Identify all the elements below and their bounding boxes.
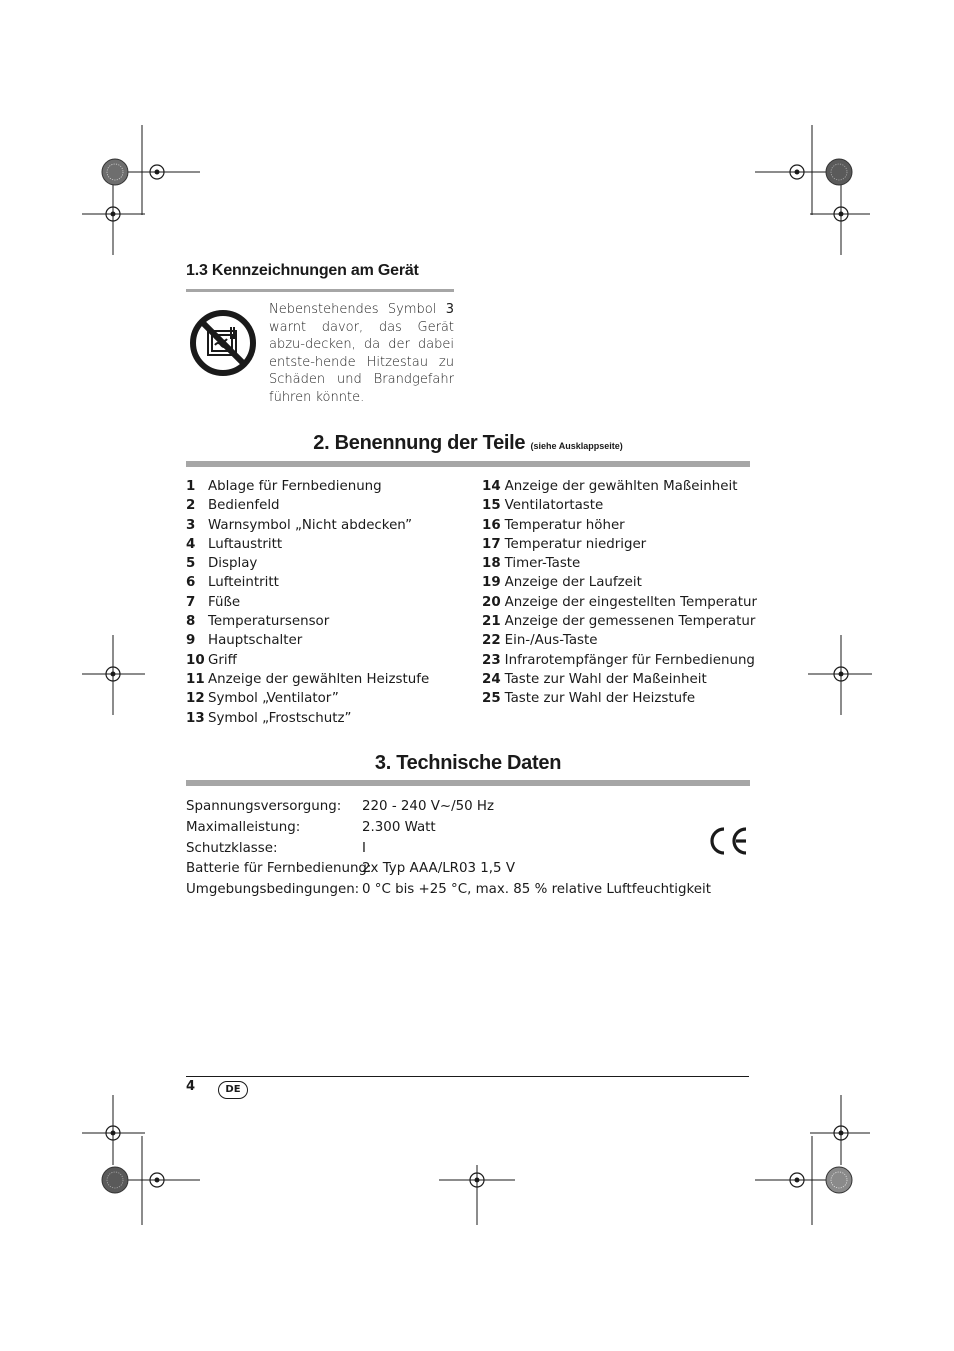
technical-data-table (186, 797, 711, 901)
spec-value: I (362, 840, 366, 856)
spec-row (186, 818, 711, 839)
part-label: Anzeige der gewählten Heizstufe (208, 671, 430, 687)
part-item (186, 496, 429, 515)
spec-row (186, 839, 711, 860)
part-item (186, 516, 429, 535)
section-1-3-rule (186, 289, 454, 292)
do-not-cover-icon (189, 309, 257, 377)
part-number: 22 (482, 633, 501, 649)
part-item (186, 554, 429, 573)
spec-label: Batterie für Fernbedienung: (186, 861, 372, 877)
part-number: 21 (482, 614, 501, 630)
part-label: Bedienfeld (208, 498, 280, 514)
spec-label: Maximalleistung: (186, 819, 301, 835)
part-number: 5 (186, 556, 196, 572)
part-number: 10 (186, 652, 205, 668)
spec-value: 2x Typ AAA/LR03 1,5 V (362, 861, 515, 877)
part-label: Timer-Taste (504, 556, 581, 572)
language-badge: DE (218, 1081, 248, 1099)
part-label: Temperatur niedriger (504, 536, 647, 552)
part-item (482, 593, 757, 612)
part-number: 18 (482, 556, 501, 572)
part-label: Ventilatortaste (504, 498, 604, 514)
part-number: 11 (186, 671, 205, 687)
warning-symbol-description: Nebenstehendes Symbol 3 warnt davor, das Gerät abzu-decken, da der dabei entste-hende Hitzestau zu Schäden und Brandgefahr führen könnte. (269, 302, 454, 405)
part-item (482, 554, 757, 573)
spec-value: 2.300 Watt (362, 819, 436, 835)
symbol-reference-number: 3 (445, 302, 454, 317)
parts-list-right (482, 477, 757, 709)
part-item (186, 573, 429, 592)
part-number: 19 (482, 575, 501, 591)
part-number: 23 (482, 652, 501, 668)
spec-label: Spannungsversorgung: (186, 799, 342, 814)
section-3-heading: 3. Technische Daten (374, 752, 562, 774)
part-item (186, 535, 429, 554)
part-number: 12 (186, 691, 205, 707)
section-2-heading (186, 432, 750, 455)
part-item (482, 670, 757, 689)
section-1-3-heading: 1.3 Kennzeichnungen am Gerät (186, 262, 419, 279)
part-label: Ablage für Fernbedienung (208, 479, 382, 494)
part-item (482, 689, 757, 708)
part-item (186, 651, 429, 670)
part-label: Ein-/Aus-Taste (504, 633, 598, 649)
part-item (482, 516, 757, 535)
part-label: Anzeige der gewählten Maßeinheit (504, 479, 738, 494)
part-item (482, 612, 757, 631)
part-number: 15 (482, 498, 501, 514)
part-item (186, 689, 429, 708)
part-label: Hauptschalter (208, 633, 303, 649)
footer-rule (186, 1076, 749, 1077)
part-label: Temperatursensor (208, 614, 330, 630)
part-number: 9 (186, 633, 196, 649)
part-number: 6 (186, 575, 196, 591)
parts-list-left (186, 477, 429, 728)
spec-label: Schutzklasse: (186, 840, 278, 856)
part-label: Luftaustritt (208, 536, 283, 552)
part-item (186, 612, 429, 631)
part-number: 8 (186, 614, 196, 630)
part-item (482, 496, 757, 515)
part-item (186, 631, 429, 650)
part-label: Anzeige der eingestellten Temperatur (504, 594, 757, 610)
part-number: 24 (482, 671, 501, 687)
part-item (482, 631, 757, 650)
part-label: Temperatur höher (504, 517, 625, 533)
part-label: Infrarotempfänger für Fernbedienung (504, 652, 755, 668)
part-item (186, 709, 429, 728)
part-label: Symbol „Ventilator” (208, 691, 339, 707)
part-label: Symbol „Frostschutz” (208, 710, 352, 726)
part-label: Anzeige der Laufzeit (504, 575, 642, 591)
part-number: 20 (482, 594, 501, 610)
part-number: 3 (186, 517, 196, 533)
part-item (482, 477, 757, 496)
spec-row (186, 797, 711, 818)
spec-value: 0 °C bis +25 °C, max. 85 % relative Luftfeuchtigkeit (362, 882, 712, 898)
part-label: Füße (208, 594, 241, 610)
part-number: 2 (186, 498, 196, 514)
spec-value: 220 - 240 V~/50 Hz (362, 799, 495, 814)
spec-row (186, 880, 711, 901)
section-3-rule (186, 780, 750, 786)
part-number: 4 (186, 536, 196, 552)
part-item (482, 651, 757, 670)
ce-mark-icon (706, 826, 750, 856)
part-number: 14 (482, 479, 501, 494)
part-number: 16 (482, 517, 501, 533)
spec-row (186, 859, 711, 880)
part-label: Lufteintritt (208, 575, 279, 591)
part-item (186, 670, 429, 689)
part-item (482, 535, 757, 554)
part-number: 13 (186, 710, 205, 726)
part-label: Taste zur Wahl der Heizstufe (504, 691, 696, 707)
page-number: 4 (186, 1079, 196, 1094)
section-2-rule (186, 461, 750, 467)
section-2-subtitle: (siehe Ausklappseite) (530, 441, 623, 451)
part-label: Griff (208, 652, 237, 668)
part-number: 17 (482, 536, 501, 552)
part-number: 25 (482, 691, 501, 707)
part-item (186, 477, 429, 496)
section-2-title: 2. Benennung der Teile (313, 432, 526, 454)
part-label: Taste zur Wahl der Maßeinheit (504, 671, 707, 687)
spec-label: Umgebungsbedingungen: (186, 882, 360, 898)
part-label: Warnsymbol „Nicht abdecken” (208, 517, 413, 533)
part-item (186, 593, 429, 612)
part-label: Anzeige der gemessenen Temperatur (504, 614, 756, 630)
part-number: 1 (186, 479, 196, 494)
part-label: Display (208, 556, 258, 572)
part-item (482, 573, 757, 592)
part-number: 7 (186, 594, 196, 610)
